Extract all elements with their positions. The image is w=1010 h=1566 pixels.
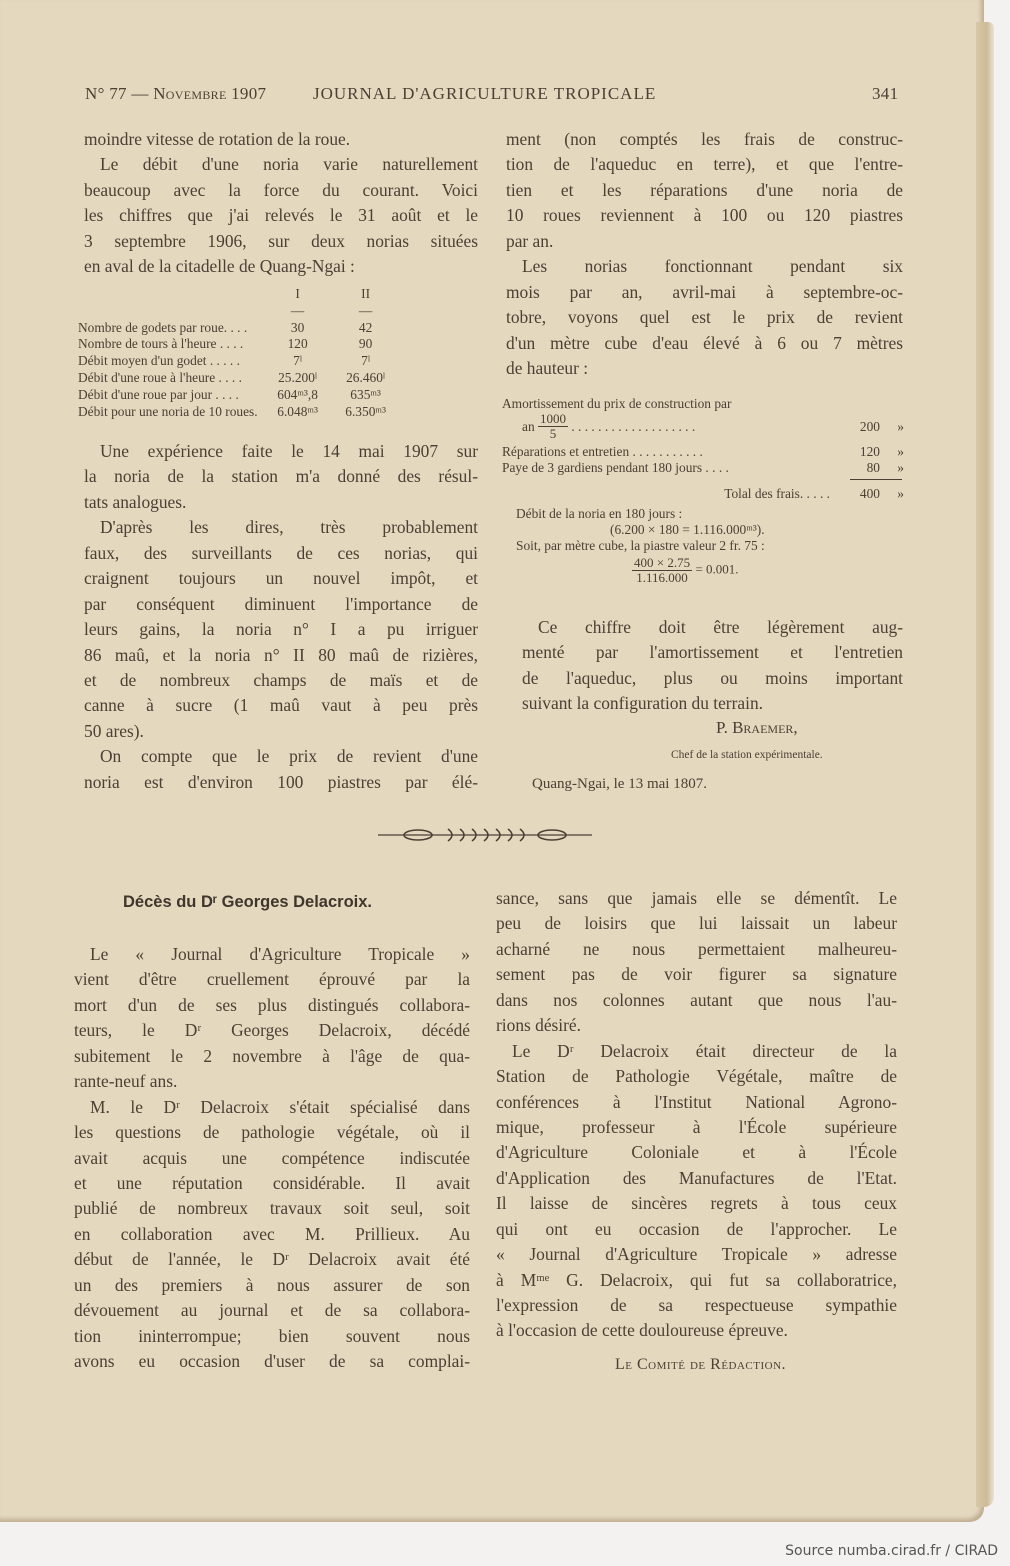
text-line: acharné ne nous permettaient malheureu- bbox=[496, 938, 897, 959]
text-line: publié de nombreux travaux soit seul, soit bbox=[74, 1198, 470, 1219]
signature-title: Chef de la station expérimentale. bbox=[671, 749, 823, 761]
soit-line: Soit, par mètre cube, la piastre valeur 2 fr. 75 : bbox=[516, 538, 765, 553]
text-line: l'expression de sa respectueuse sympathie bbox=[496, 1295, 897, 1315]
table-row bbox=[78, 320, 400, 337]
text-line: beaucoup avec la force du courant. Voici bbox=[84, 179, 478, 200]
quote: » bbox=[897, 486, 904, 501]
text-line: subitement le 2 novembre à l'âge de qua- bbox=[74, 1045, 470, 1066]
text-line: et une réputation considérable. Il avait bbox=[74, 1172, 470, 1193]
page-number: 341 bbox=[872, 84, 899, 103]
issue-label: N° 77 — Novembre 1907 bbox=[85, 84, 267, 103]
row-label: Débit pour une noria de 10 roues. bbox=[78, 403, 258, 419]
text-line: rante-neuf ans. bbox=[74, 1071, 178, 1092]
text-line: conférences à l'Institut National Agrono- bbox=[496, 1091, 897, 1112]
text-line: D'après les dires, très probablement bbox=[100, 517, 478, 538]
text-line: Le débit d'une noria varie naturellement bbox=[100, 154, 478, 175]
amort-an: an bbox=[522, 419, 535, 434]
row-label: Débit d'une roue par jour . . . . bbox=[78, 386, 239, 402]
text-line: 50 ares). bbox=[84, 720, 144, 741]
value-ii: 90 bbox=[358, 336, 373, 352]
text-line: ment (non comptés les frais de construc- bbox=[506, 129, 903, 149]
text-line: tion de l'aqueduc en terre), et que l'entre- bbox=[506, 154, 903, 175]
value-ii: 635ᵐ³ bbox=[350, 386, 381, 402]
article2-left bbox=[74, 942, 470, 1374]
calc-result: = 0.001. bbox=[695, 561, 739, 577]
total-value: 400 bbox=[859, 486, 880, 501]
text-line: faux, des surveillants de ces norias, qui bbox=[84, 542, 478, 563]
ornament-divider bbox=[378, 826, 592, 844]
denominator: 5 bbox=[549, 426, 557, 441]
text-line: leurs gains, la noria n° I a pu irriguer bbox=[84, 619, 478, 640]
text-line: On compte que le prix de revient d'une bbox=[100, 746, 478, 767]
text-line: menté par l'amortissement et l'entretien bbox=[522, 642, 903, 663]
repair-label: Réparations et entretien bbox=[502, 444, 630, 459]
text-line: par an. bbox=[506, 230, 554, 251]
text-line: mois par an, avril-mai à septembre-oc- bbox=[506, 281, 903, 302]
text-line: Une expérience faite le 14 mai 1907 sur bbox=[100, 441, 478, 461]
value-ii: 6.350ᵐ³ bbox=[345, 403, 386, 419]
debit-calc: (6.200 × 180 = 1.116.000ᵐ³). bbox=[610, 522, 765, 537]
col-header-1: I bbox=[295, 286, 300, 301]
pay-label: Paye de 3 gardiens pendant 180 jours bbox=[502, 460, 703, 475]
text-line: les questions de pathologie végétale, où il bbox=[74, 1122, 470, 1143]
article1-left-a bbox=[84, 127, 478, 280]
value-i: 7ˡ bbox=[293, 353, 303, 369]
text-line: tobre, voyons quel est le prix de revient bbox=[506, 307, 903, 328]
value-i: 30 bbox=[290, 319, 305, 335]
text-line: en collaboration avec M. Prillieux. Au bbox=[74, 1223, 470, 1244]
text-line: peu de loisirs que lui laissait un labeur bbox=[496, 913, 897, 934]
value-i: 604ᵐ³,8 bbox=[277, 386, 318, 402]
text-line: de hauteur : bbox=[506, 357, 589, 378]
value-i: 25.200ˡ bbox=[278, 369, 318, 385]
text-line: d'Agriculture Coloniale et à l'École bbox=[496, 1142, 897, 1163]
text-line: Il laisse de sincères regrets à tous ceux bbox=[496, 1193, 897, 1214]
text-line: d'Application des Manufactures de l'Etat. bbox=[496, 1167, 897, 1188]
text-line: moindre vitesse de rotation de la roue. bbox=[84, 129, 351, 149]
text-line: mique, professeur à l'École supérieure bbox=[496, 1116, 897, 1137]
quote: » bbox=[897, 460, 904, 475]
text-line: mort d'un de ses plus distingués collabora- bbox=[74, 994, 470, 1015]
text-line: tion ininterrompue; bien souvent nous bbox=[74, 1325, 470, 1346]
text-line: avait acquis une compétence indiscutée bbox=[74, 1147, 470, 1168]
text-line: 3 septembre 1906, sur deux norias situées bbox=[84, 230, 478, 251]
text-line: dévouement au journal et de sa collabora- bbox=[74, 1300, 470, 1321]
text-line: Le Dʳ Delacroix était directeur de la bbox=[512, 1040, 897, 1061]
row-label: Débit d'une roue à l'heure . . . . bbox=[78, 369, 242, 385]
text-line: 10 roues reviennent à 100 ou 120 piastres bbox=[506, 205, 903, 226]
noria-table: I II — — Nombre de godets par roue. . . . 30 42 Nombre de tours à l'heure . . . . 120 90 Débit moyen d'un godet . . . . . 7ˡ 7ˡ Débit d'une roue à l'heure . . . . 25.200ˡ 26.460ˡ Débit d'une roue par jour . . . . 604ᵐ³,8 635ᵐ³ Débit pour une noria de 10 roues. 6.048ᵐ³ 6.350ᵐ³ bbox=[78, 286, 400, 420]
issue-header bbox=[85, 84, 266, 104]
row-label: Débit moyen d'un godet . . . . . bbox=[78, 353, 240, 369]
table-row bbox=[78, 336, 400, 353]
repair-value: 120 bbox=[859, 444, 880, 459]
fraction bbox=[538, 412, 568, 442]
text-line: à Mᵐᵉ G. Delacroix, qui fut sa collaboratrice, bbox=[496, 1269, 897, 1290]
obituary-title: Décès du Dʳ Georges Delacroix. bbox=[123, 893, 373, 911]
calc-denominator: 1.116.000 bbox=[636, 570, 688, 585]
cost-calculation: Amortissement du prix de construction par an $\frac{1000}{5}$ . . . . . . . . . . . . . . . . . . . 200 » Réparations et entretien . . . . . . . . . . . 120 » Paye de 3 gardiens pendant 180 jours . . . . 80 » Tolal des frais. . . . . 400 » Débit de la noria en 180 jours : (6.200 × 180 = 1.116.000ᵐ³). Soit, par mètre cube, la piastre valeur 2 fr. 75 : $\frac{400 \times 2.75}{1.116.000}$ = 0.001. bbox=[502, 396, 904, 585]
place-date: Quang-Ngai, le 13 mai 1807. bbox=[532, 776, 707, 792]
text-line: Les norias fonctionnant pendant six bbox=[522, 256, 903, 277]
text-line: Station de Pathologie Végétale, maître de bbox=[496, 1066, 897, 1087]
numerator: 1000 bbox=[540, 411, 566, 426]
source-credit: Source numba.cirad.fr / CIRAD bbox=[785, 1543, 998, 1559]
calc-numerator: 400 × 2.75 bbox=[634, 555, 691, 570]
text-line: la noria de la station m'a donné des résul- bbox=[84, 466, 478, 487]
table-row bbox=[78, 404, 400, 421]
text-line: craignent toujours un nouvel impôt, et bbox=[84, 568, 478, 589]
col-header-2: II bbox=[361, 286, 371, 301]
text-line: début de l'année, le Dʳ Delacroix avait été bbox=[74, 1249, 470, 1270]
text-line: sement pas de voir figurer sa signature bbox=[496, 964, 897, 985]
text-line: d'un mètre cube d'eau élevé à 6 ou 7 mètres bbox=[506, 332, 903, 353]
text-line: par conséquent diminuent l'importance de bbox=[84, 593, 478, 614]
amort-value: 200 bbox=[859, 419, 880, 434]
text-line: teurs, le Dʳ Georges Delacroix, décédé bbox=[74, 1020, 470, 1041]
text-line: canne à sucre (1 maû vaut à peu près bbox=[84, 695, 478, 716]
text-line: avons eu occasion d'user de sa complai- bbox=[74, 1351, 470, 1371]
value-ii: 42 bbox=[358, 319, 373, 335]
pay-value: 80 bbox=[866, 460, 880, 475]
value-ii: 7ˡ bbox=[361, 353, 371, 369]
text-line: rions désiré. bbox=[496, 1015, 582, 1036]
page-edge bbox=[976, 22, 994, 1507]
text-line: à l'occasion de cette douloureuse épreuve. bbox=[496, 1320, 788, 1341]
text-line: suivant la configuration du terrain. bbox=[522, 693, 763, 714]
text-line: et de nombreux champs de maïs et de bbox=[84, 669, 478, 690]
text-line: tats analogues. bbox=[84, 491, 187, 512]
article1-left-b bbox=[84, 439, 478, 795]
amort-label: Amortissement du prix de construction par bbox=[502, 396, 732, 411]
text-line: « Journal d'Agriculture Tropicale » adresse bbox=[496, 1244, 897, 1265]
text-line: en aval de la citadelle de Quang-Ngai : bbox=[84, 256, 355, 277]
text-line: les chiffres que j'ai relevés le 31 août et le bbox=[84, 205, 478, 226]
text-line: un des premiers à nous assurer de son bbox=[74, 1274, 470, 1295]
text-line: dans nos colonnes autant que nous l'au- bbox=[496, 989, 897, 1010]
table-row bbox=[78, 370, 400, 387]
table-row bbox=[78, 353, 400, 370]
article1-right-a bbox=[506, 127, 903, 381]
text-line: noria est d'environ 100 piastres par élé- bbox=[84, 771, 478, 792]
text-line: tien et les réparations d'une noria de bbox=[506, 179, 903, 200]
table-row bbox=[78, 387, 400, 404]
value-i: 6.048ᵐ³ bbox=[277, 403, 318, 419]
editorial-signature: Le Comité de Rédaction. bbox=[615, 1356, 787, 1373]
total-label: Tolal des frais. . . . . bbox=[724, 486, 830, 501]
text-line: 86 maû, et la noria n° II 80 maû de rizières, bbox=[84, 644, 478, 665]
text-line: qui ont eu occasion de l'approcher. Le bbox=[496, 1218, 897, 1239]
debit-label: Débit de la noria en 180 jours : bbox=[516, 506, 683, 521]
journal-title: JOURNAL D'AGRICULTURE TROPICALE bbox=[313, 84, 657, 103]
text-line: de l'aqueduc, plus ou moins important bbox=[522, 667, 903, 688]
row-label: Nombre de tours à l'heure . . . . bbox=[78, 336, 244, 352]
quote: » bbox=[897, 444, 904, 459]
text-line: M. le Dʳ Delacroix s'était spécialisé dans bbox=[90, 1096, 470, 1117]
signature: P. Braemer, bbox=[716, 718, 798, 737]
value-ii: 26.460ˡ bbox=[346, 369, 386, 385]
value-i: 120 bbox=[287, 336, 308, 352]
text-line: vient d'être cruellement éprouvé par la bbox=[74, 969, 470, 990]
text-line: sance, sans que jamais elle se démentît. Le bbox=[496, 888, 897, 908]
text-line: Ce chiffre doit être légèrement aug- bbox=[538, 617, 903, 637]
article1-right-b bbox=[522, 615, 903, 717]
article2-right bbox=[496, 886, 897, 1344]
text-line: Le « Journal d'Agriculture Tropicale » bbox=[90, 944, 470, 964]
row-label: Nombre de godets par roue. . . . bbox=[78, 319, 248, 335]
quote: » bbox=[897, 419, 904, 434]
